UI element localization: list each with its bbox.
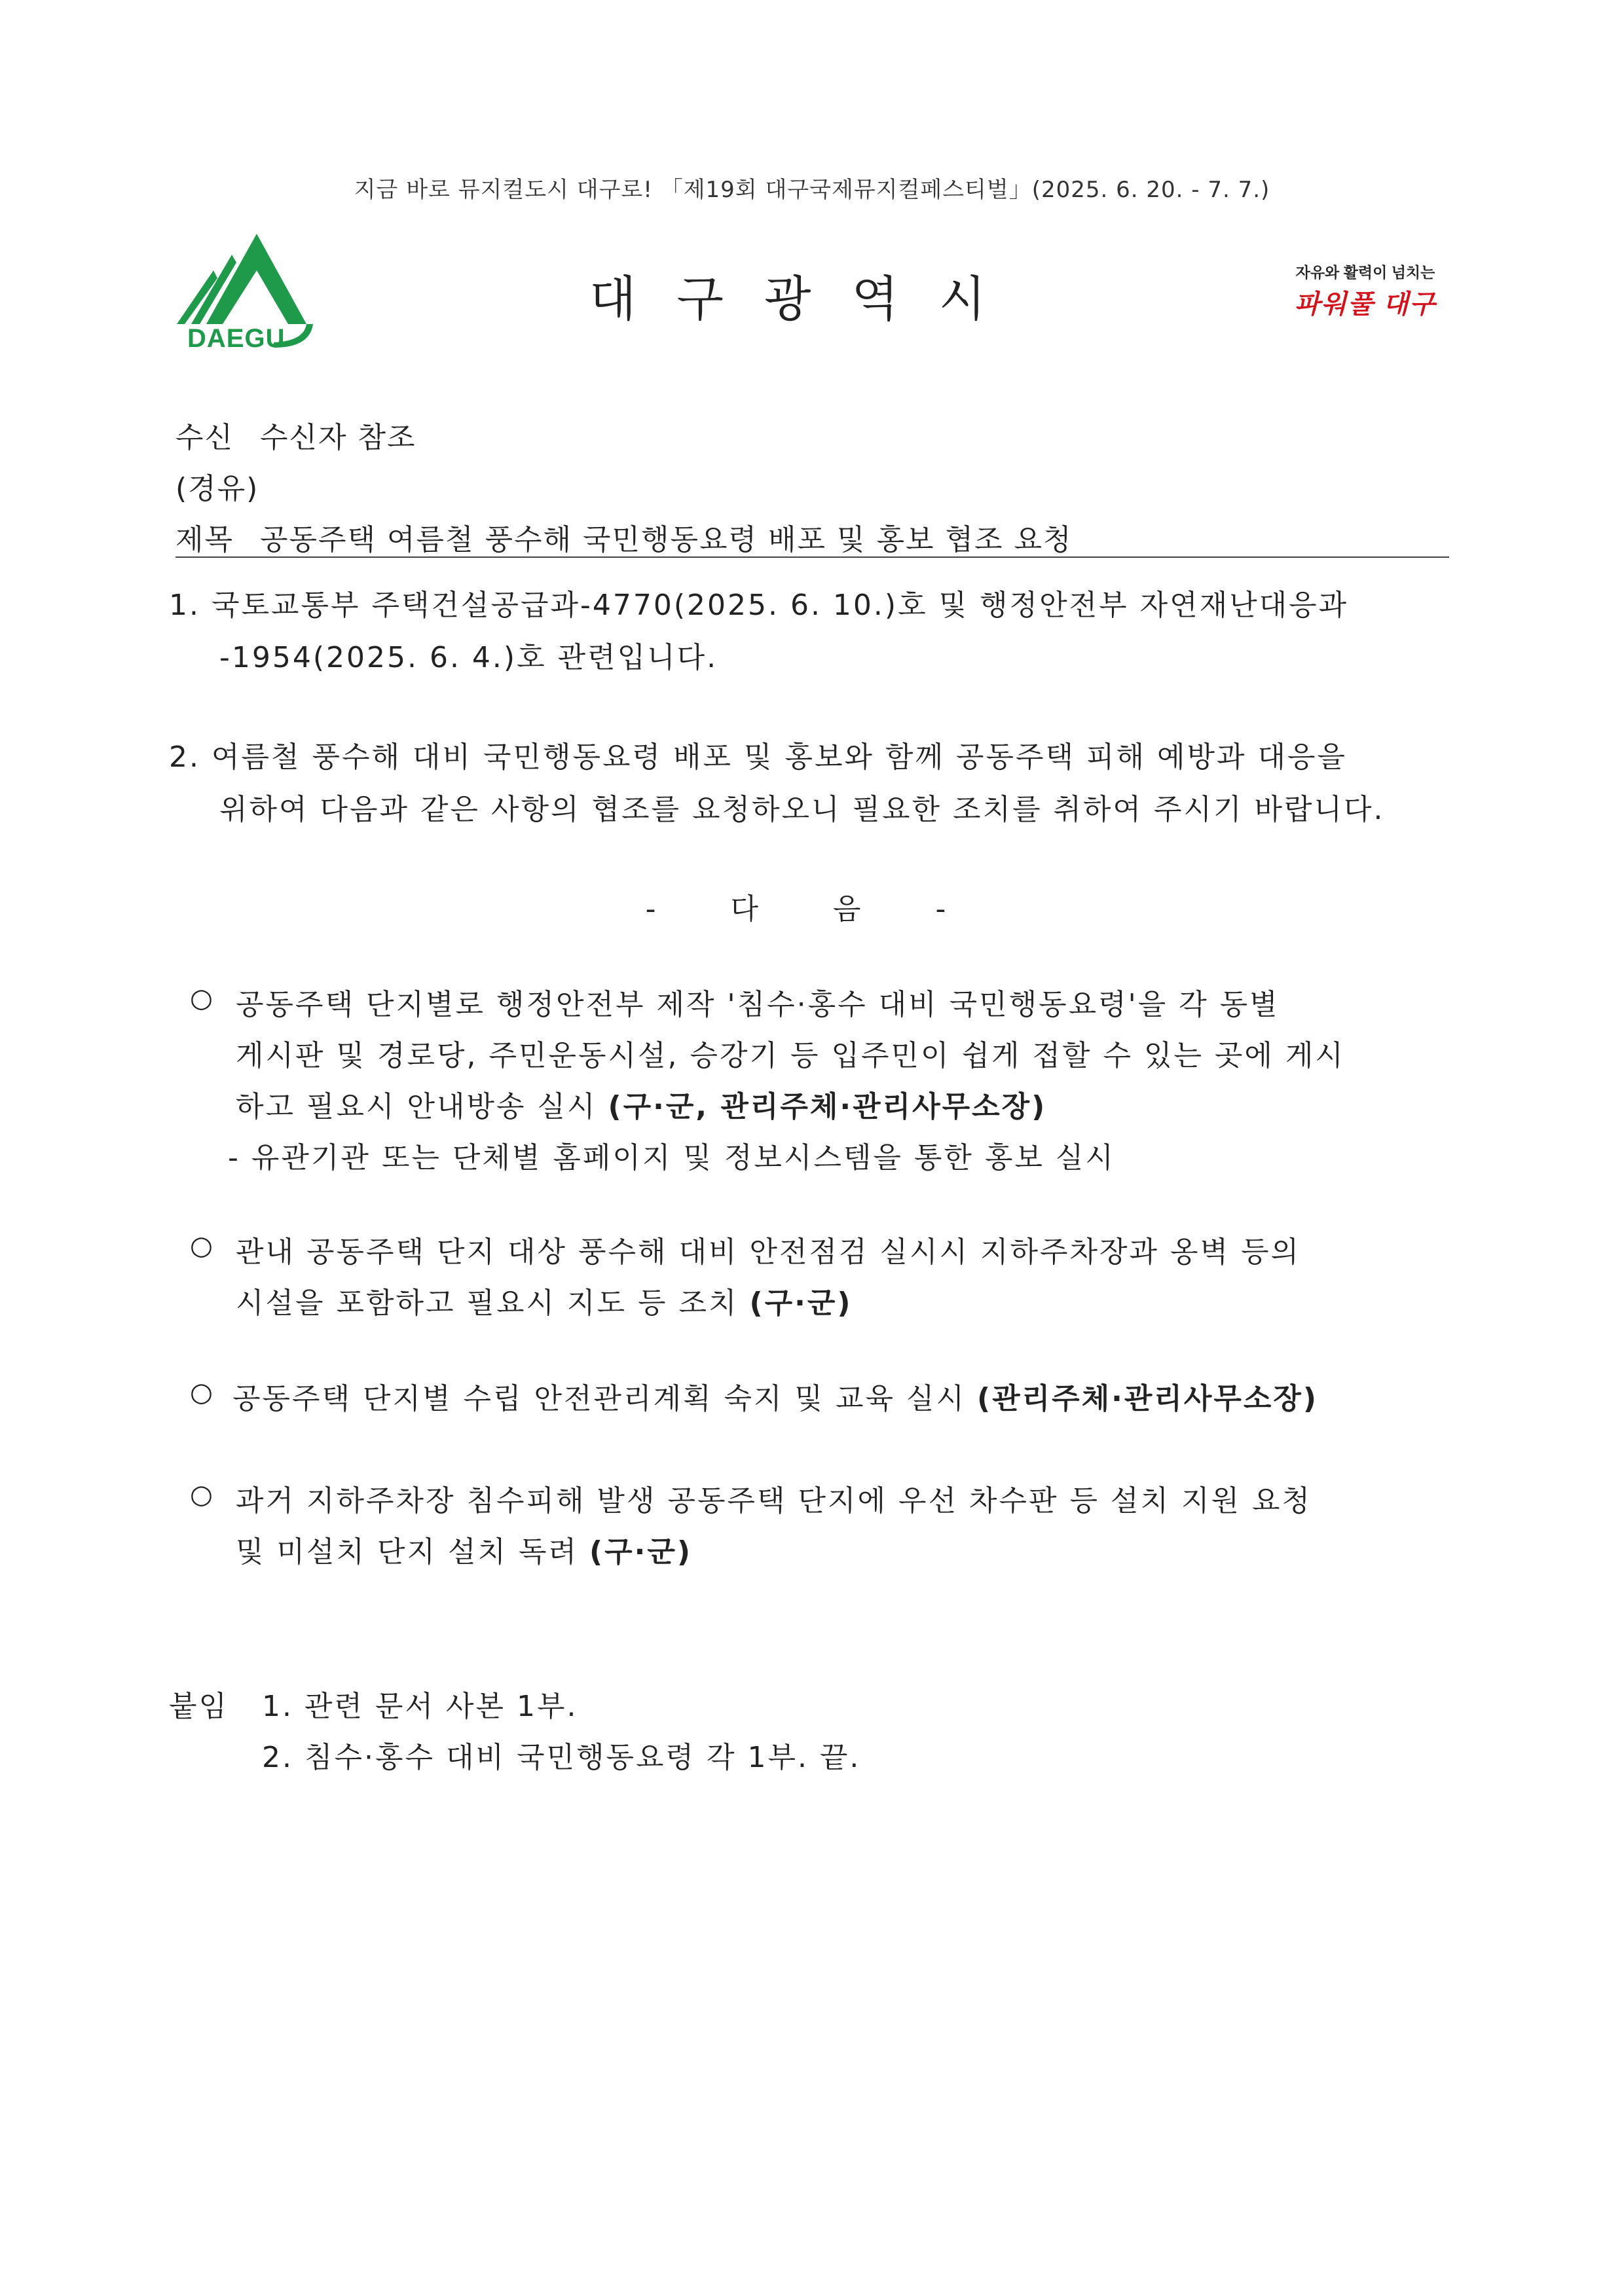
bullet-3-marker: ○: [190, 1377, 215, 1408]
recipient-line: [175, 414, 416, 456]
item-1-responsible: (구·군, 관리주체·관리사무소장): [608, 1090, 1047, 1123]
item-2-line-2-text: 시설을 포함하고 필요시 지도 등 조치: [236, 1286, 750, 1320]
item-4-line-2: [236, 1528, 692, 1570]
item-3-line-1-text: 공동주택 단지별 수립 안전관리계획 숙지 및 교육 실시: [232, 1382, 977, 1415]
recipient-label: 수신: [175, 421, 234, 454]
logo-wordmark: DAEGU: [187, 324, 286, 353]
item-1-line-3-text: 하고 필요시 안내방송 실시: [236, 1090, 608, 1123]
bullet-1-marker: ○: [190, 983, 215, 1013]
item-3-line-1: [232, 1375, 1318, 1417]
daegu-logo: [175, 232, 326, 363]
subject-value: 공동주택 여름철 풍수해 국민행동요령 배포 및 홍보 협조 요청: [260, 523, 1073, 556]
item-1-line-2: 게시판 및 경로당, 주민운동시설, 승강기 등 입주민이 쉽게 접할 수 있는 곳에 게시: [236, 1039, 1345, 1072]
paragraph-1-line-1: 1. 국토교통부 주택건설공급과-4770(2025. 6. 10.)호 및 행정안전부 자연재난대응과: [169, 589, 1349, 622]
via-line: (경유): [175, 472, 259, 505]
paragraph-2-line-1: 2. 여름철 풍수해 대비 국민행동요령 배포 및 홍보와 함께 공동주택 피해 예방과 대응을: [169, 740, 1347, 774]
bullet-2-marker: ○: [190, 1231, 215, 1261]
item-4-line-2-text: 및 미설치 단지 설치 독려: [236, 1535, 589, 1569]
item-1-sub-line: - 유관기관 또는 단체별 홈페이지 및 정보시스템을 통한 홍보 실시: [228, 1141, 1115, 1175]
item-2-line-2: [236, 1279, 852, 1321]
item-2-responsible: (구·군): [749, 1286, 853, 1320]
attachments-label: 붙임: [169, 1690, 229, 1723]
paragraph-2-line-2: 위하여 다음과 같은 사항의 협조를 요청하오니 필요한 조치를 취하여 주시기 바랍니다.: [219, 793, 1385, 826]
recipient-value: 수신자 참조: [260, 421, 416, 454]
attachment-2: 2. 침수·홍수 대비 국민행동요령 각 1부. 끝.: [262, 1741, 861, 1774]
paragraph-1-line-2: -1954(2025. 6. 4.)호 관련입니다.: [219, 641, 718, 674]
item-4-line-1: 과거 지하주차장 침수피해 발생 공동주택 단지에 우선 차수판 등 설치 지원 요청: [236, 1484, 1312, 1518]
organization-title: 대구광역시: [589, 271, 1027, 327]
slogan-banner: 지금 바로 뮤지컬도시 대구로! 「제19회 대구국제뮤지컬페스티벌」(2025. 6. 20. - 7. 7.): [354, 177, 1270, 203]
subject-label: 제목: [175, 523, 234, 556]
item-2-line-1: 관내 공동주택 단지 대상 풍수해 대비 안전점검 실시시 지하주차장과 옹벽 등의: [236, 1235, 1301, 1269]
item-4-responsible: (구·군): [589, 1535, 692, 1569]
section-title: - 다 음 -: [645, 892, 979, 926]
attachment-1: 1. 관련 문서 사본 1부.: [262, 1690, 578, 1723]
item-3-responsible: (관리주체·관리사무소장): [976, 1382, 1318, 1415]
brand-name: 파워풀 대구: [1294, 290, 1437, 319]
subject-line: [175, 516, 1073, 558]
brand-tagline: 자유와 활력이 넘치는: [1295, 264, 1435, 281]
header-divider: [175, 556, 1449, 558]
item-1-line-1: 공동주택 단지별로 행정안전부 제작 '침수·홍수 대비 국민행동요령'을 각 동별: [236, 988, 1280, 1021]
item-1-line-3: [236, 1083, 1046, 1125]
bullet-4-marker: ○: [190, 1480, 215, 1510]
brand-slogan: [1283, 261, 1447, 321]
